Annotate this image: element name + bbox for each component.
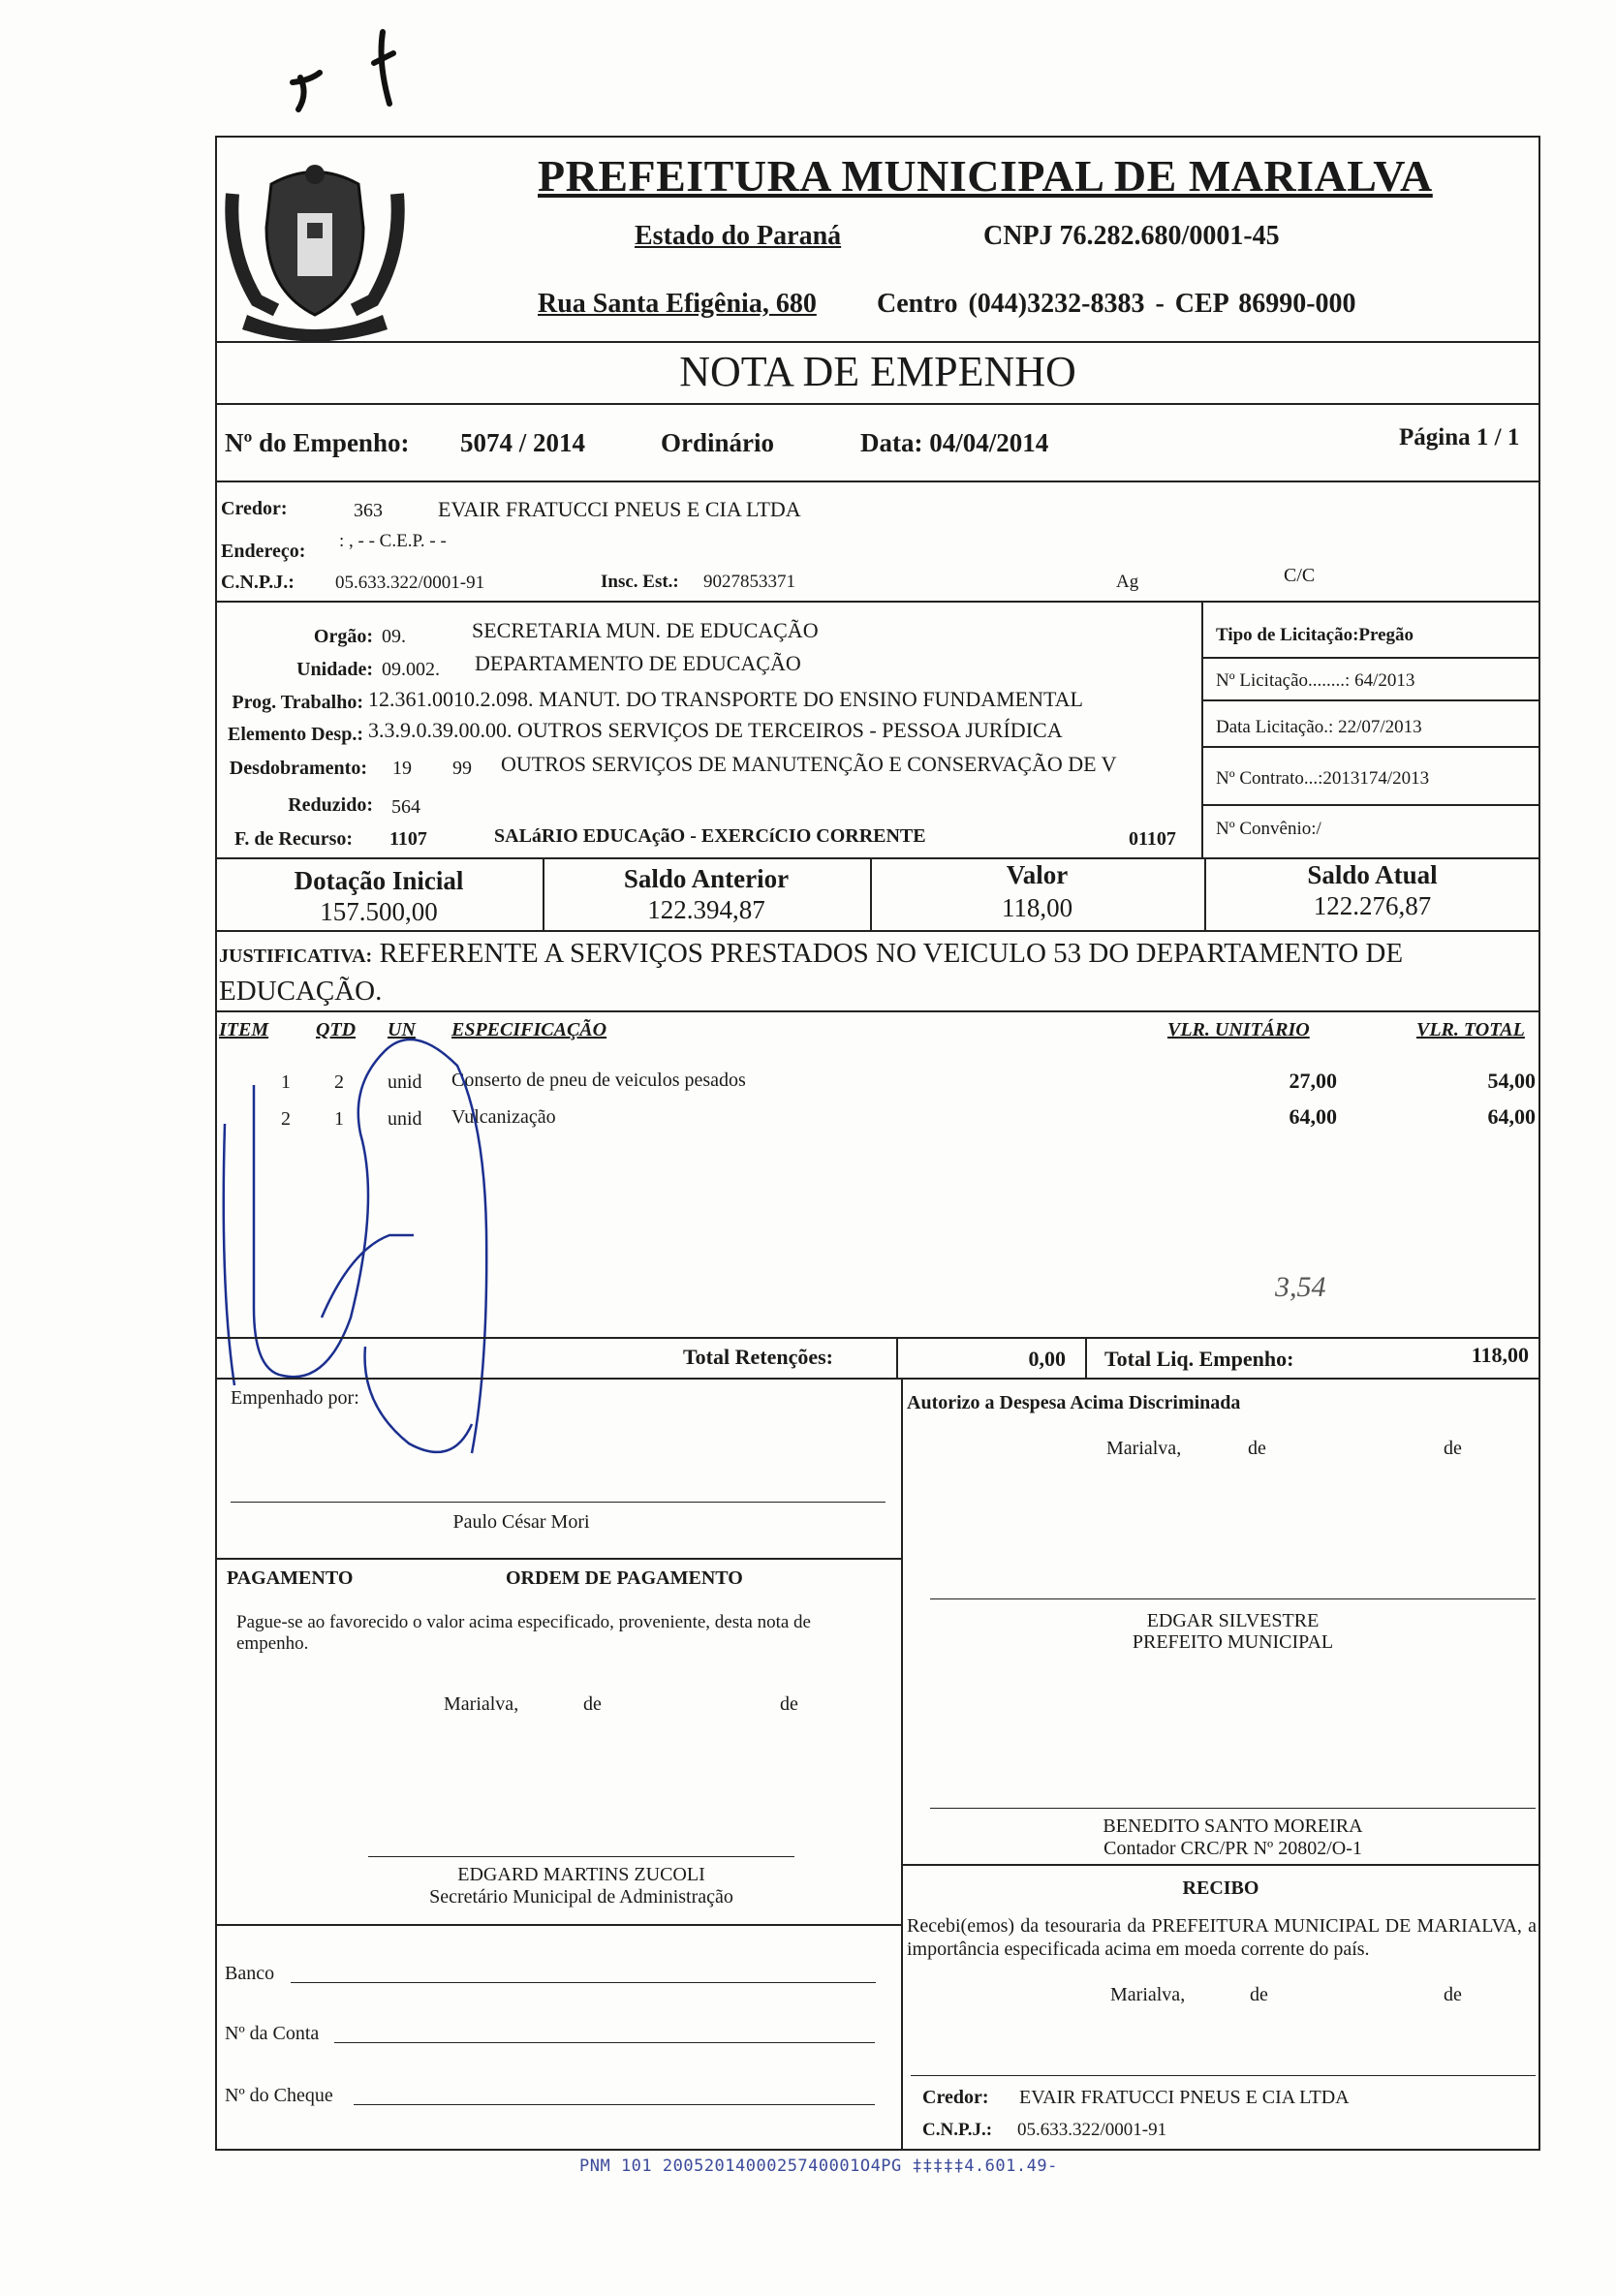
liq-value: 118,00 <box>1471 1343 1529 1367</box>
insc-label: Insc. Est.: <box>601 572 679 592</box>
col-un: UN <box>388 1019 416 1040</box>
prefeito-name: EDGAR SILVESTRE <box>1146 1610 1320 1631</box>
item-2-espec: Vulcanização <box>451 1106 556 1128</box>
recibo-credor-label: Credor: <box>922 2087 989 2108</box>
secretario-role: Secretário Municipal de Administração <box>429 1886 733 1908</box>
conta-label: Nº da Conta <box>225 2023 320 2044</box>
contador-name: BENEDITO SANTO MOREIRA <box>1103 1815 1363 1837</box>
dotacao-value: 157.500,00 <box>320 897 438 926</box>
cc-label: C/C <box>1284 565 1316 586</box>
empenhado-label: Empenhado por: <box>231 1387 359 1409</box>
prog-label: Prog. Trabalho: <box>232 692 363 713</box>
licitacao-tipo: Tipo de Licitação:Pregão <box>1216 625 1414 645</box>
recibo-place: Marialva, <box>1110 1984 1186 2005</box>
secretario-name: EDGARD MARTINS ZUCOLI <box>457 1864 705 1885</box>
valor-value: 118,00 <box>1001 893 1073 922</box>
empenhado-name: Paulo César Mori <box>452 1511 590 1533</box>
recibo-de1: de <box>1250 1984 1268 2005</box>
autorizo-place: Marialva, <box>1106 1438 1182 1459</box>
recibo-label: RECIBO <box>1182 1877 1259 1899</box>
address-label: Endereço: <box>221 541 306 562</box>
desdobramento-name: OUTROS SERVIÇOS DE MANUTENÇÃO E CONSERVAÇÃO DE V <box>501 752 1117 776</box>
item-1-un: unid <box>388 1071 422 1093</box>
municipal-coat-of-arms-icon <box>218 155 412 349</box>
valor-label: Valor <box>1006 860 1069 889</box>
saldo-atual-label: Saldo Atual <box>1307 860 1438 889</box>
item-2-number: 2 <box>281 1108 291 1130</box>
header-state: Estado do Paraná <box>635 221 842 251</box>
col-valor-total: VLR. TOTAL <box>1416 1019 1525 1040</box>
recibo-text: Recebi(emos) da tesouraria da PREFEITURA MUNICIPAL DE MARIALVA, a importância especificada acima em moeda corrente do país. <box>907 1915 1537 1960</box>
liq-label: Total Liq. Empenho: <box>1104 1347 1294 1371</box>
cheque-label: Nº do Cheque <box>225 2085 333 2106</box>
handwritten-mark-top <box>281 24 407 116</box>
autorizo-de2: de <box>1444 1438 1462 1459</box>
desdobramento-code2: 99 <box>452 758 472 779</box>
handwritten-note: 3,54 <box>1275 1271 1326 1303</box>
cnpj-label: C.N.P.J.: <box>221 572 295 593</box>
recibo-cnpj-label: C.N.P.J.: <box>922 2120 993 2140</box>
recibo-de2: de <box>1444 1984 1462 2005</box>
pagamento-text: Pague-se ao favorecido o valor acima especificado, proveniente, desta nota de empenho. <box>236 1612 811 1654</box>
footer-code: PNM 101 2005201400025740001O4PG ‡‡‡‡‡4.601.49- <box>579 2156 1058 2176</box>
pagamento-place: Marialva, <box>444 1693 519 1715</box>
empenho-label: Nº do Empenho: <box>225 428 410 457</box>
header-cnpj: CNPJ 76.282.680/0001-45 <box>983 221 1280 251</box>
banco-label: Banco <box>225 1963 275 1984</box>
credor-label: Credor: <box>221 498 288 519</box>
desdobramento-code1: 19 <box>392 758 412 779</box>
prefeito-role: PREFEITO MUNICIPAL <box>1132 1631 1334 1653</box>
address-value: : , - - C.E.P. - - <box>339 531 447 551</box>
licitacao-contrato: Nº Contrato...:2013174/2013 <box>1216 768 1430 789</box>
credor-name: EVAIR FRATUCCI PNEUS E CIA LTDA <box>438 497 801 521</box>
orgao-code: 09. <box>382 626 406 647</box>
item-2-un: unid <box>388 1108 422 1130</box>
item-2-qtd: 1 <box>334 1108 344 1130</box>
saldo-anterior-label: Saldo Anterior <box>623 864 790 893</box>
header-address: Centro (044)3232-8383 - CEP 86990-000 <box>877 289 1356 319</box>
pagamento-de2: de <box>780 1693 798 1715</box>
justificativa-label: JUSTIFICATIVA: <box>219 946 373 967</box>
document-title: NOTA DE EMPENHO <box>679 348 1076 395</box>
recurso-value: 1107 <box>389 828 427 850</box>
recurso-label: F. de Recurso: <box>234 828 354 850</box>
item-1-number: 1 <box>281 1071 291 1093</box>
contador-role: Contador CRC/PR Nº 20802/O-1 <box>1103 1838 1362 1859</box>
licitacao-data: Data Licitação.: 22/07/2013 <box>1216 717 1422 737</box>
col-especificacao: ESPECIFICAÇÃO <box>451 1019 607 1040</box>
unidade-label: Unidade: <box>296 659 373 680</box>
item-2-total: 64,00 <box>1487 1104 1536 1129</box>
header-street: Rua Santa Efigênia, 680 <box>538 289 817 319</box>
autorizo-label: Autorizo a Despesa Acima Discriminada <box>907 1392 1241 1413</box>
recurso-code: 01107 <box>1129 828 1176 850</box>
col-item: ITEM <box>219 1019 269 1040</box>
recibo-credor-value: EVAIR FRATUCCI PNEUS E CIA LTDA <box>1019 2087 1350 2108</box>
item-1-espec: Conserto de pneu de veiculos pesados <box>451 1070 746 1091</box>
ag-label: Ag <box>1116 572 1139 592</box>
dotacao-label: Dotação Inicial <box>294 866 464 895</box>
pagamento-label: PAGAMENTO <box>227 1567 354 1589</box>
recibo-cnpj-value: 05.633.322/0001-91 <box>1017 2120 1167 2140</box>
elemento-label: Elemento Desp.: <box>228 724 363 745</box>
orgao-name: SECRETARIA MUN. DE EDUCAÇÃO <box>472 618 819 642</box>
reduzido-label: Reduzido: <box>288 794 373 816</box>
retencoes-label: Total Retenções: <box>683 1345 833 1369</box>
col-valor-unitario: VLR. UNITÁRIO <box>1167 1019 1310 1040</box>
saldo-atual-value: 122.276,87 <box>1313 891 1432 920</box>
cnpj-value: 05.633.322/0001-91 <box>335 573 485 593</box>
empenho-number: 5074 / 2014 <box>460 428 586 457</box>
col-qtd: QTD <box>316 1019 357 1040</box>
item-1-unit: 27,00 <box>1289 1069 1337 1093</box>
page-number: Página 1 / 1 <box>1399 424 1520 450</box>
licitacao-convenio: Nº Convênio:/ <box>1216 819 1321 839</box>
saldo-anterior-value: 122.394,87 <box>647 895 765 924</box>
recurso-name: SALáRIO EDUCAçãO - EXERCíCIO CORRENTE <box>494 825 926 847</box>
elemento-value: 3.3.9.0.39.00.00. OUTROS SERVIÇOS DE TERCEIROS - PESSOA JURÍDICA <box>368 718 1063 742</box>
prog-value: 12.361.0010.2.098. MANUT. DO TRANSPORTE DO ENSINO FUNDAMENTAL <box>368 687 1083 711</box>
credor-code: 363 <box>354 500 383 521</box>
pagamento-de1: de <box>583 1693 602 1715</box>
reduzido-value: 564 <box>391 796 420 818</box>
handwritten-pen-strokes <box>215 998 796 1482</box>
item-1-total: 54,00 <box>1487 1069 1536 1093</box>
empenho-date: Data: 04/04/2014 <box>860 428 1049 457</box>
item-1-qtd: 2 <box>334 1071 344 1093</box>
unidade-name: DEPARTAMENTO DE EDUCAÇÃO <box>475 651 801 675</box>
justificativa-text-2: EDUCAÇÃO. <box>219 976 383 1007</box>
empenho-type: Ordinário <box>661 428 775 457</box>
item-2-unit: 64,00 <box>1289 1104 1337 1129</box>
header-title: PREFEITURA MUNICIPAL DE MARIALVA <box>538 151 1433 201</box>
insc-value: 9027853371 <box>703 572 795 592</box>
ordem-pagamento-label: ORDEM DE PAGAMENTO <box>506 1567 743 1589</box>
unidade-code: 09.002. <box>382 659 440 680</box>
licitacao-numero: Nº Licitação........: 64/2013 <box>1216 670 1415 691</box>
autorizo-de1: de <box>1248 1438 1266 1459</box>
desdobramento-label: Desdobramento: <box>229 758 367 779</box>
retencoes-value: 0,00 <box>1028 1347 1066 1371</box>
justificativa-text: REFERENTE A SERVIÇOS PRESTADOS NO VEICULO 53 DO DEPARTAMENTO DE <box>379 938 1404 969</box>
orgao-label: Orgão: <box>313 626 373 647</box>
